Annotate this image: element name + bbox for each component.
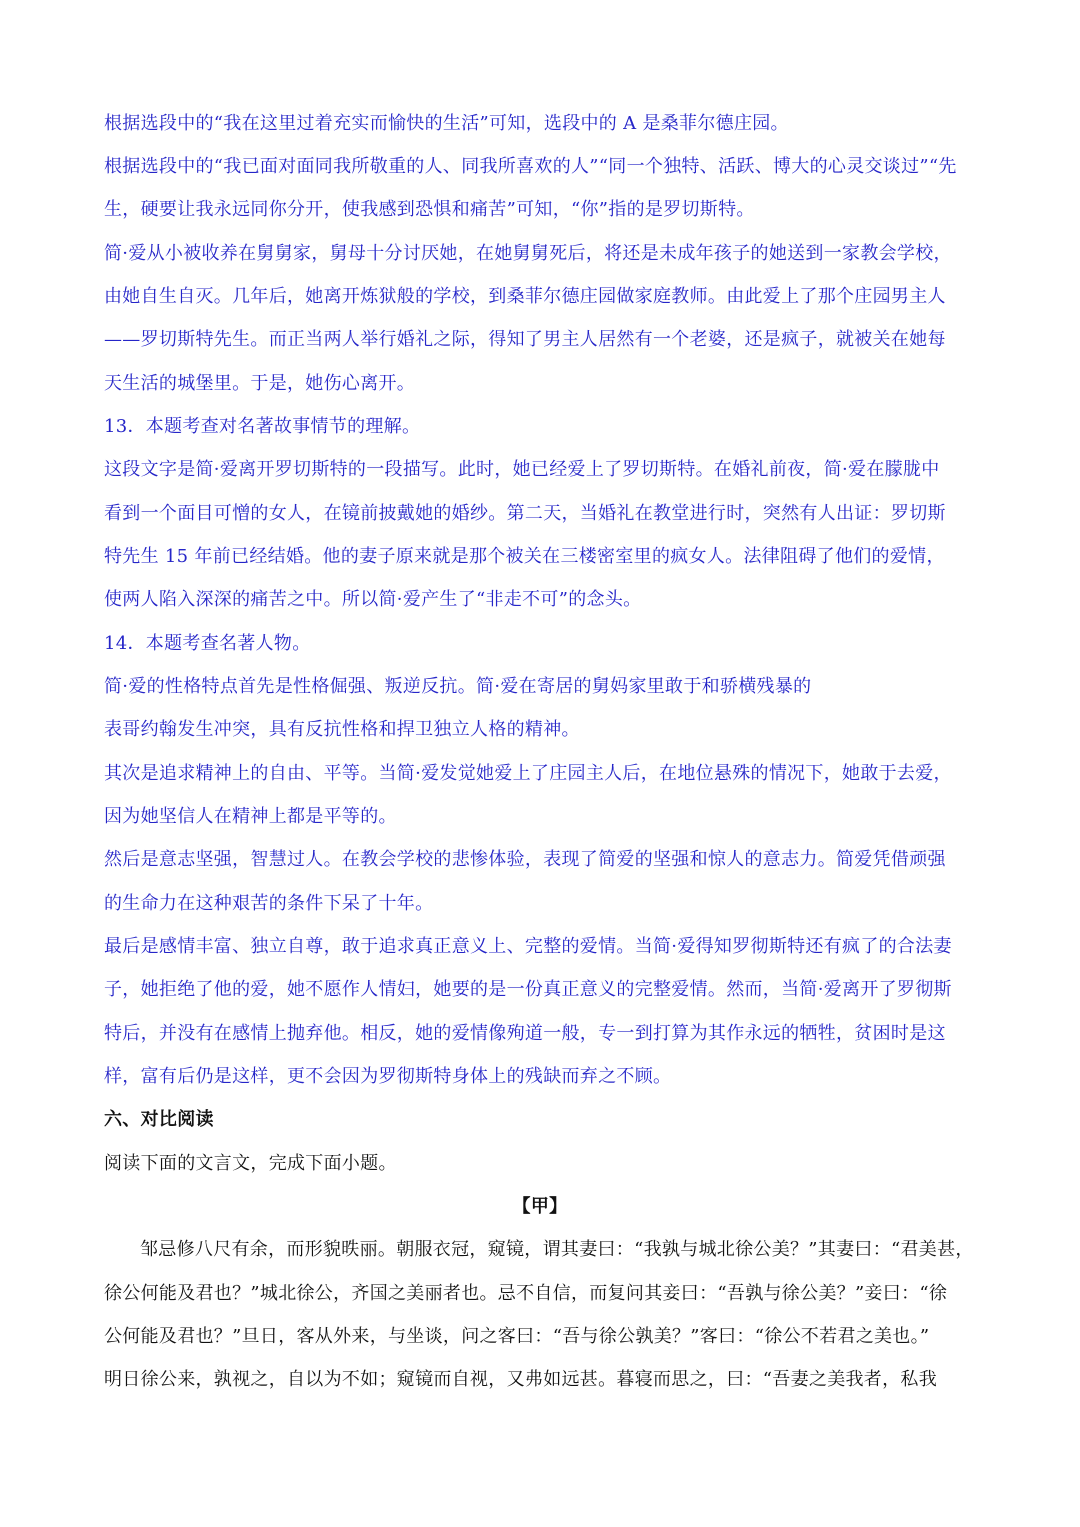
answer-line: 最后是感情丰富、独立自尊，敢于追求真正意义上、完整的爱情。当简·爱得知罗彻斯特还有疯了的合法妻 — [104, 936, 952, 957]
answer-line: 的生命力在这种艰苦的条件下呆了十年。 — [104, 893, 434, 914]
question-14-heading: 14．本题考查名著人物。 — [104, 633, 311, 654]
passage-label: 【甲】 — [512, 1196, 568, 1217]
section-heading: 六、对比阅读 — [104, 1109, 214, 1130]
answer-line: 子，她拒绝了他的爱，她不愿作人情妇，她要的是一份真正意义的完整爱情。然而，当简·爱离开了罗彻斯 — [104, 979, 952, 1000]
answer-line: 根据选段中的“我已面对面同我所敬重的人、同我所喜欢的人”“同一个独特、活跃、博大的心灵交谈过”“先 — [104, 156, 957, 177]
answer-line: 根据选段中的“我在这里过着充实而愉快的生活”可知，选段中的 A 是桑菲尔德庄园。 — [104, 113, 789, 134]
section-instruction: 阅读下面的文言文，完成下面小题。 — [104, 1153, 397, 1174]
answer-line: ——罗切斯特先生。而正当两人举行婚礼之际，得知了男主人居然有一个老婆，还是疯子，就被关在她每 — [104, 329, 946, 350]
answer-line: 使两人陷入深深的痛苦之中。所以简·爱产生了“非走不可”的念头。 — [104, 589, 642, 610]
answer-line: 表哥约翰发生冲突，具有反抗性格和捍卫独立人格的精神。 — [104, 719, 580, 740]
answer-line: 其次是追求精神上的自由、平等。当简·爱发觉她爱上了庄园主人后，在地位悬殊的情况下，她敢于去爱， — [104, 763, 952, 784]
answer-line: 因为她坚信人在精神上都是平等的。 — [104, 806, 397, 827]
answer-line: 天生活的城堡里。于是，她伤心离开。 — [104, 373, 416, 394]
answer-line: 简·爱从小被收养在舅舅家，舅母十分讨厌她，在她舅舅死后，将还是未成年孩子的她送到一家教会学校， — [104, 243, 952, 264]
answer-line: 看到一个面目可憎的女人，在镜前披戴她的婚纱。第二天，当婚礼在教堂进行时，突然有人出证：罗切斯 — [104, 503, 946, 524]
answer-line: 由她自生自灭。几年后，她离开炼狱般的学校，到桑菲尔德庄园做家庭教师。由此爱上了那个庄园男主人 — [104, 286, 946, 307]
answer-line: 然后是意志坚强，智慧过人。在教会学校的悲惨体验，表现了简爱的坚强和惊人的意志力。简爱凭借顽强 — [104, 849, 946, 870]
answer-line: 生，硬要让我永远同你分开，使我感到恐惧和痛苦”可知，“你”指的是罗切斯特。 — [104, 199, 755, 220]
passage-line: 明日徐公来，孰视之，自以为不如；窥镜而自视，又弗如远甚。暮寝而思之，曰：“吾妻之美我者，私我 — [104, 1369, 937, 1390]
passage-line: 公何能及君也？”旦日，客从外来，与坐谈，问之客曰：“吾与徐公孰美？”客曰：“徐公不若君之美也。” — [104, 1326, 930, 1347]
answer-line: 特后，并没有在感情上抛弃他。相反，她的爱情像殉道一般，专一到打算为其作永远的牺牲，贫困时是这 — [104, 1023, 946, 1044]
passage-line: 邹忌修八尺有余，而形貌昳丽。朝服衣冠，窥镜，谓其妻曰：“我孰与城北徐公美？”其妻曰：“君美甚， — [140, 1239, 974, 1260]
answer-line: 特先生 15 年前已经结婚。他的妻子原来就是那个被关在三楼密室里的疯女人。法律阻碍了他们的爱情， — [104, 546, 945, 567]
answer-line: 样，富有后仍是这样，更不会因为罗彻斯特身体上的残缺而弃之不顾。 — [104, 1066, 672, 1087]
answer-line: 简·爱的性格特点首先是性格倔强、叛逆反抗。简·爱在寄居的舅妈家里敢于和骄横残暴的 — [104, 676, 812, 697]
question-13-heading: 13．本题考查对名著故事情节的理解。 — [104, 416, 421, 437]
passage-line: 徐公何能及君也？”城北徐公，齐国之美丽者也。忌不自信，而复问其妾曰：“吾孰与徐公美？”妾曰：“徐 — [104, 1283, 948, 1304]
answer-line: 这段文字是简·爱离开罗切斯特的一段描写。此时，她已经爱上了罗切斯特。在婚礼前夜，简·爱在朦胧中 — [104, 459, 940, 480]
